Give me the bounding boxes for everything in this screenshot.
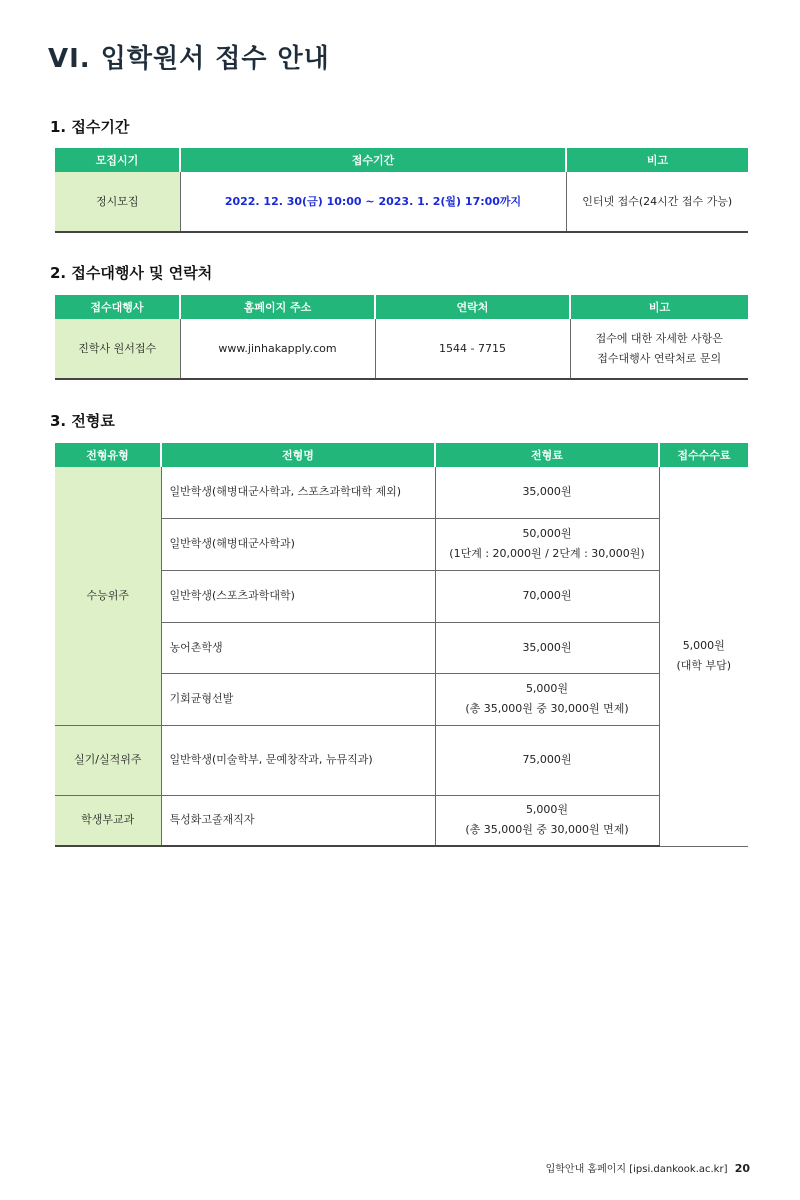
admission-name-cell: 특성화고졸재직자 xyxy=(161,795,435,846)
admission-name-cell: 일반학생(미술학부, 문예창작과, 뉴뮤직과) xyxy=(161,725,435,795)
commission-note: (대학 부담) xyxy=(676,659,732,673)
page-number: 20 xyxy=(734,1162,750,1175)
admission-name-cell: 기회균형선발 xyxy=(161,673,435,725)
note-cell xyxy=(570,319,748,379)
fee-cell xyxy=(435,673,659,725)
admission-name-cell: 농어촌학생 xyxy=(161,622,435,673)
column-header: 접수대행사 xyxy=(55,295,180,319)
table-row xyxy=(55,725,748,795)
fee-cell xyxy=(435,725,659,795)
agency-table xyxy=(55,295,748,380)
commission-amount: 5,000원 xyxy=(682,639,725,653)
recruitment-period-cell: 정시모집 xyxy=(55,172,180,232)
page-footer xyxy=(546,1160,750,1175)
fee-cell xyxy=(435,622,659,673)
column-header: 모집시기 xyxy=(55,148,180,172)
column-header: 전형명 xyxy=(161,443,435,467)
application-period-table xyxy=(55,148,748,233)
column-header: 비고 xyxy=(570,295,748,319)
footer-text: 입학안내 홈페이지 [ipsi.dankook.ac.kr] xyxy=(545,1164,728,1175)
fee-cell xyxy=(435,467,659,518)
column-header: 전형유형 xyxy=(55,443,161,467)
application-dates-cell: 2022. 12. 30(금) 10:00 ~ 2023. 1. 2(월) 17:00까지 xyxy=(180,172,566,232)
fee-amount: 5,000원 xyxy=(525,682,569,695)
table-row xyxy=(55,172,748,232)
table-row xyxy=(55,467,748,518)
table-row xyxy=(55,319,748,379)
fee-table xyxy=(55,443,748,847)
fee-cell xyxy=(435,518,659,570)
fee-amount: 75,000원 xyxy=(522,753,572,766)
section-title-agency: 2. 접수대행사 및 연락처 xyxy=(50,264,213,282)
note-line: 접수에 대한 자세한 사항은 xyxy=(595,331,723,345)
agency-cell: 진학사 원서접수 xyxy=(55,319,180,379)
column-header: 전형료 xyxy=(435,443,659,467)
admission-name-cell: 일반학생(해병대군사학과) xyxy=(161,518,435,570)
fee-amount: 50,000원 xyxy=(522,527,572,540)
table-row xyxy=(55,795,748,846)
section-title-application-period: 1. 접수기간 xyxy=(50,118,130,136)
commission-cell xyxy=(659,467,748,846)
contact-cell: 1544 - 7715 xyxy=(375,319,570,379)
table-header-row xyxy=(55,148,748,172)
fee-detail: (총 35,000원 중 30,000원 면제) xyxy=(465,702,629,715)
section-title-fees: 3. 전형료 xyxy=(50,412,115,430)
admission-type-cell: 실기/실적위주 xyxy=(55,725,161,795)
table-header-row xyxy=(55,443,748,467)
fee-amount: 35,000원 xyxy=(522,640,572,654)
column-header: 접수수수료 xyxy=(659,443,748,467)
column-header: 연락처 xyxy=(375,295,570,319)
admission-type-cell: 학생부교과 xyxy=(55,795,161,846)
fee-cell xyxy=(435,570,659,622)
column-header: 비고 xyxy=(566,148,748,172)
admission-name-cell: 일반학생(스포츠과학대학) xyxy=(161,570,435,622)
fee-detail: (총 35,000원 중 30,000원 면제) xyxy=(465,823,629,837)
note-cell: 인터넷 접수(24시간 접수 가능) xyxy=(566,172,748,232)
fee-amount: 5,000원 xyxy=(525,803,569,817)
fee-cell xyxy=(435,795,659,846)
note-line: 접수대행사 연락처로 문의 xyxy=(597,351,722,365)
admission-name-cell: 일반학생(해병대군사학과, 스포츠과학대학 제외) xyxy=(161,467,435,518)
column-header: 홈페이지 주소 xyxy=(180,295,375,319)
page-title: VI. 입학원서 접수 안내 xyxy=(48,44,330,74)
fee-amount: 35,000원 xyxy=(522,485,572,499)
admission-type-cell: 수능위주 xyxy=(55,467,161,725)
homepage-cell: www.jinhakapply.com xyxy=(180,319,375,379)
column-header: 접수기간 xyxy=(180,148,566,172)
fee-detail: (1단계 : 20,000원 / 2단계 : 30,000원) xyxy=(449,547,645,560)
table-header-row xyxy=(55,295,748,319)
fee-amount: 70,000원 xyxy=(522,589,572,602)
